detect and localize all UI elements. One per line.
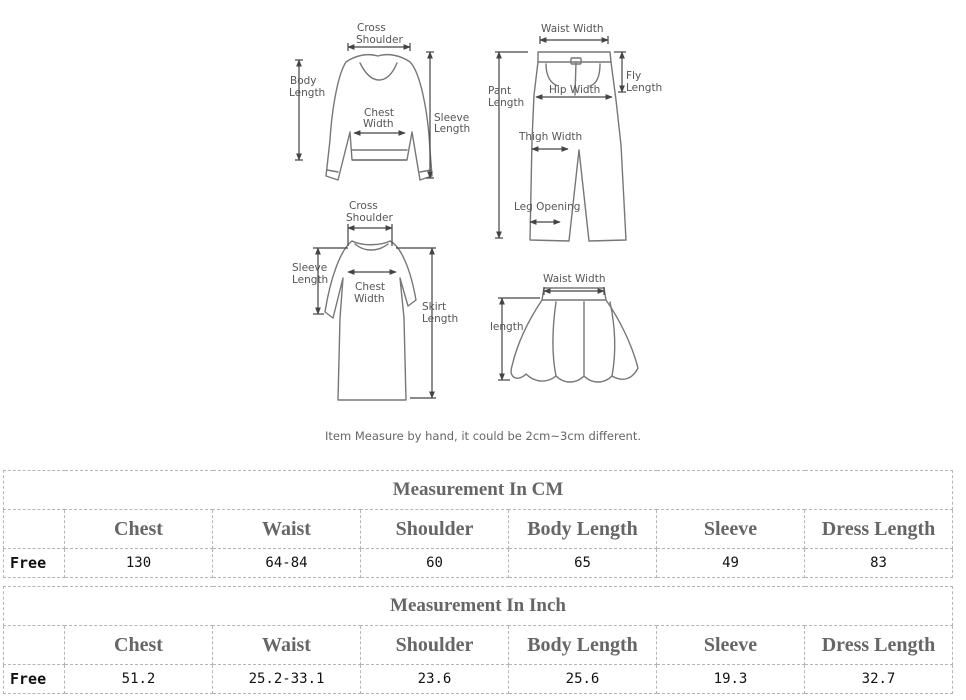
svg-text:Sleeve xyxy=(292,262,327,274)
svg-text:Length xyxy=(488,97,524,109)
table-title-inch: Measurement In Inch xyxy=(4,587,953,626)
svg-text:Length xyxy=(422,313,458,325)
header-chest: Chest xyxy=(65,626,213,665)
svg-text:Leg Opening xyxy=(514,201,580,213)
value-sleeve: 19.3 xyxy=(657,665,805,694)
svg-text:Shoulder xyxy=(356,34,403,46)
svg-text:Width xyxy=(363,118,394,130)
svg-text:Chest xyxy=(355,281,385,293)
pants-waist-width-label: Waist Width xyxy=(541,23,604,35)
svg-text:Shoulder xyxy=(346,212,393,224)
svg-text:Thigh Width xyxy=(518,131,582,143)
dress-skirt-length-label-1: Skirt xyxy=(422,301,447,313)
svg-text:Length xyxy=(434,123,470,135)
size-table-cm xyxy=(3,470,953,578)
svg-text:Width xyxy=(354,293,385,305)
header-dress-length: Dress Length xyxy=(805,510,953,549)
table-row xyxy=(4,549,953,578)
header-corner-cell xyxy=(4,626,65,665)
header-waist: Waist xyxy=(213,510,361,549)
header-chest: Chest xyxy=(65,510,213,549)
top-sleeve-length-label-1: Sleeve xyxy=(434,112,470,124)
pants-leg-opening-label: Leg Opening xyxy=(514,201,581,213)
svg-text:Length xyxy=(289,87,325,99)
top-chest-width-label-1: Chest xyxy=(364,107,395,119)
header-dress-length: Dress Length xyxy=(805,626,953,665)
value-waist: 25.2-33.1 xyxy=(213,665,361,694)
svg-text:Body xyxy=(290,75,317,87)
top-body-length-label-2: Length xyxy=(289,87,326,99)
svg-text:Waist Width xyxy=(541,23,604,35)
svg-text:length xyxy=(490,321,523,333)
header-waist: Waist xyxy=(213,626,361,665)
svg-text:Cross xyxy=(349,200,378,212)
header-corner-cell xyxy=(4,510,65,549)
svg-text:Length xyxy=(292,274,328,286)
svg-text:Pant xyxy=(488,85,511,97)
value-waist: 64-84 xyxy=(213,549,361,578)
value-chest: 130 xyxy=(65,549,213,578)
top-chest-width-label-2: Width xyxy=(363,118,394,130)
measure-note: Item Measure by hand, it could be 2cm~3cm different. xyxy=(324,429,642,443)
svg-text:Fly xyxy=(626,70,641,82)
header-shoulder: Shoulder xyxy=(361,626,509,665)
row-label-size: Free xyxy=(4,665,65,694)
value-dress-length: 83 xyxy=(805,549,953,578)
table-row xyxy=(4,665,953,694)
dress-skirt-length-label-2: Length xyxy=(422,313,459,325)
dress-garment-diagram xyxy=(292,200,458,400)
header-body-length: Body Length xyxy=(509,626,657,665)
value-sleeve: 49 xyxy=(657,549,805,578)
dress-sleeve-length-label-2: Length xyxy=(292,274,329,286)
size-table-inch xyxy=(3,586,953,694)
svg-text:Skirt xyxy=(422,301,446,313)
header-shoulder: Shoulder xyxy=(361,510,509,549)
value-shoulder: 60 xyxy=(361,549,509,578)
value-body-length: 25.6 xyxy=(509,665,657,694)
table-title-cm: Measurement In CM xyxy=(4,471,953,510)
value-body-length: 65 xyxy=(509,549,657,578)
pants-garment-diagram xyxy=(488,23,662,241)
dress-chest-width-label-1: Chest xyxy=(355,281,386,293)
pants-fly-length-label-2: Length xyxy=(626,82,663,94)
header-sleeve: Sleeve xyxy=(657,510,805,549)
svg-text:Length xyxy=(626,82,662,94)
svg-text:Waist Width xyxy=(543,273,606,285)
skirt-length-label: length xyxy=(490,321,524,333)
skirt-waist-width-label: Waist Width xyxy=(543,273,606,285)
pants-fly-length-label-1: Fly xyxy=(626,70,642,82)
skirt-garment-diagram xyxy=(490,273,638,382)
dress-sleeve-length-label-1: Sleeve xyxy=(292,262,328,274)
header-body-length: Body Length xyxy=(509,510,657,549)
svg-text:Hip Width xyxy=(549,84,600,96)
value-shoulder: 23.6 xyxy=(361,665,509,694)
pants-hip-width-label: Hip Width xyxy=(549,84,601,96)
row-label-size: Free xyxy=(4,549,65,578)
pants-pant-length-label-2: Length xyxy=(488,97,525,109)
value-dress-length: 32.7 xyxy=(805,665,953,694)
top-cross-shoulder-label-2: Shoulder xyxy=(356,34,403,46)
top-sleeve-length-label-2: Length xyxy=(434,123,471,135)
top-cross-shoulder-label-1: Cross xyxy=(357,22,386,34)
dress-cross-shoulder-label-2: Shoulder xyxy=(346,212,393,224)
header-sleeve: Sleeve xyxy=(657,626,805,665)
top-garment-diagram xyxy=(289,22,470,180)
table-header-row xyxy=(4,626,953,665)
top-body-length-label-1: Body xyxy=(290,75,317,87)
table-header-row xyxy=(4,510,953,549)
value-chest: 51.2 xyxy=(65,665,213,694)
pants-thigh-width-label: Thigh Width xyxy=(519,131,583,143)
svg-text:Cross xyxy=(357,22,386,34)
dress-chest-width-label-2: Width xyxy=(354,293,385,305)
pants-pant-length-label-1: Pant xyxy=(488,85,512,97)
dress-cross-shoulder-label-1: Cross xyxy=(349,200,378,212)
